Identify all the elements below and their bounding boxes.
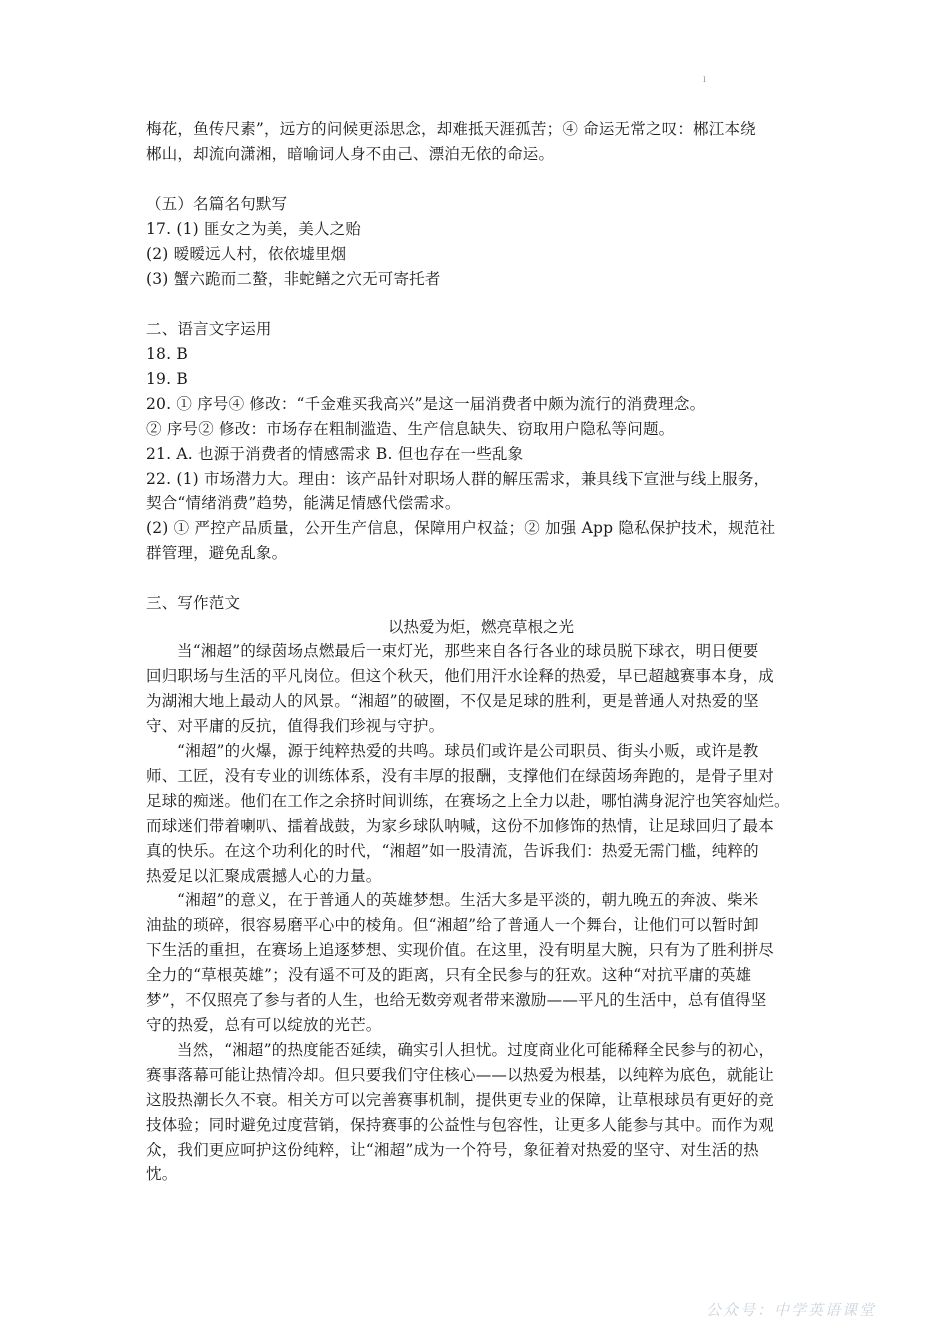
essay-line: 真的快乐。在这个功利化的时代，“湘超”如一股清流，告诉我们：热爱无需门槛，纯粹的 — [146, 842, 759, 860]
essay-line: 全力的“草根英雄”；没有遥不可及的距离，只有全民参与的狂欢。这种“对抗平庸的英雄 — [146, 966, 752, 984]
answer-line: 21. A. 也源于消费者的情感需求 B. 但也存在一些乱象 — [146, 445, 524, 463]
paragraph-line: 郴山，却流向潇湘，暗喻词人身不由己、漂泊无依的命运。 — [146, 145, 555, 163]
answer-line: 18. B — [146, 345, 188, 363]
essay-line: 这股热潮长久不衰。相关方可以完善赛事机制，提供更专业的保障，让草根球员有更好的竞 — [146, 1091, 775, 1109]
section-heading: 三、写作范文 — [146, 594, 241, 612]
essay-line: 而球迷们带着喇叭、擂着战鼓，为家乡球队呐喊，这份不加修饰的热情，让足球回归了最本 — [146, 817, 775, 835]
essay-line: 守的热爱，总有可以绽放的光芒。 — [146, 1016, 382, 1034]
answer-line: (2) 暧暧远人村，依依墟里烟 — [146, 245, 347, 263]
answer-line: 20. ① 序号④ 修改：“千金难买我高兴”是这一届消费者中颇为流行的消费理念。 — [146, 395, 706, 413]
essay-line: 为湖湘大地上最动人的风景。“湘超”的破圈，不仅是足球的胜利，更是普通人对热爱的坚 — [146, 692, 759, 710]
page-mark: I — [703, 76, 706, 84]
watermark: 公众号：中学英语课堂 — [706, 1301, 877, 1319]
essay-line: 师、工匠，没有专业的训练体系，没有丰厚的报酬，支撑他们在绿茵场奔跑的，是骨子里对 — [146, 767, 775, 785]
essay-line: 守、对平庸的反抗，值得我们珍视与守护。 — [146, 717, 445, 735]
answer-line: 22. (1) 市场潜力大。理由：该产品针对职场人群的解压需求，兼具线下宣泄与线上服务， — [146, 470, 770, 488]
answer-line: (2) ① 严控产品质量，公开生产信息，保障用户权益；② 加强 App 隐私保护技术，规范社 — [146, 519, 776, 537]
essay-line: 技体验；同时避免过度营销，保持赛事的公益性与包容性，让更多人能参与其中。而作为观 — [146, 1116, 775, 1134]
answer-line: ② 序号② 修改：市场存在粗制滥造、生产信息缺失、窃取用户隐私等问题。 — [146, 420, 675, 438]
essay-line: 足球的痴迷。他们在工作之余挤时间训练，在赛场之上全力以赴，哪怕满身泥泞也笑容灿烂。 — [146, 792, 790, 810]
essay-line: 下生活的重担，在赛场上追逐梦想、实现价值。在这里，没有明星大腕，只有为了胜利拼尽 — [146, 941, 775, 959]
essay-line: 油盐的琐碎，很容易磨平心中的棱角。但“湘超”给了普通人一个舞台，让他们可以暂时卸 — [146, 916, 759, 934]
section-heading: 二、语言文字运用 — [146, 320, 272, 338]
essay-line: 赛事落幕可能让热情冷却。但只要我们守住核心——以热爱为根基，以纯粹为底色，就能让 — [146, 1066, 775, 1084]
essay-line: 众，我们更应呵护这份纯粹，让“湘超”成为一个符号，象征着对热爱的坚守、对生活的热 — [146, 1141, 759, 1159]
essay-title: 以热爱为炬，燃亮草根之光 — [387, 618, 574, 636]
essay-line: 梦”，不仅照亮了参与者的人生，也给无数旁观者带来激励——平凡的生活中，总有值得坚 — [146, 991, 767, 1009]
paragraph-line: 梅花，鱼传尺素”，远方的问候更添思念，却难抵天涯孤苦；④ 命运无常之叹：郴江本绕 — [146, 120, 756, 138]
essay-line: 忱。 — [146, 1165, 178, 1183]
essay-line: “湘超”的意义，在于普通人的英雄梦想。生活大多是平淡的，朝九晚五的奔波、柴米 — [177, 891, 759, 909]
essay-line: “湘超”的火爆，源于纯粹热爱的共鸣。球员们或许是公司职员、街头小贩，或许是教 — [177, 742, 759, 760]
answer-line: 群管理，避免乱象。 — [146, 544, 288, 562]
answer-line: 19. B — [146, 370, 188, 388]
answer-line: 17. (1) 匪女之为美，美人之贻 — [146, 220, 362, 238]
essay-line: 当然，“湘超”的热度能否延续，确实引人担忧。过度商业化可能稀释全民参与的初心， — [177, 1041, 775, 1059]
essay-line: 回归职场与生活的平凡岗位。但这个秋天，他们用汗水诠释的热爱，早已超越赛事本身，成 — [146, 667, 775, 685]
answer-line: 契合“情绪消费”趋势，能满足情感代偿需求。 — [146, 494, 461, 512]
answer-line: (3) 蟹六跪而二螯，非蛇鳝之穴无可寄托者 — [146, 270, 441, 288]
section-heading: （五）名篇名句默写 — [146, 195, 288, 213]
essay-line: 热爱足以汇聚成震撼人心的力量。 — [146, 867, 382, 885]
essay-line: 当“湘超”的绿茵场点燃最后一束灯光，那些来自各行各业的球员脱下球衣，明日便要 — [177, 642, 759, 660]
